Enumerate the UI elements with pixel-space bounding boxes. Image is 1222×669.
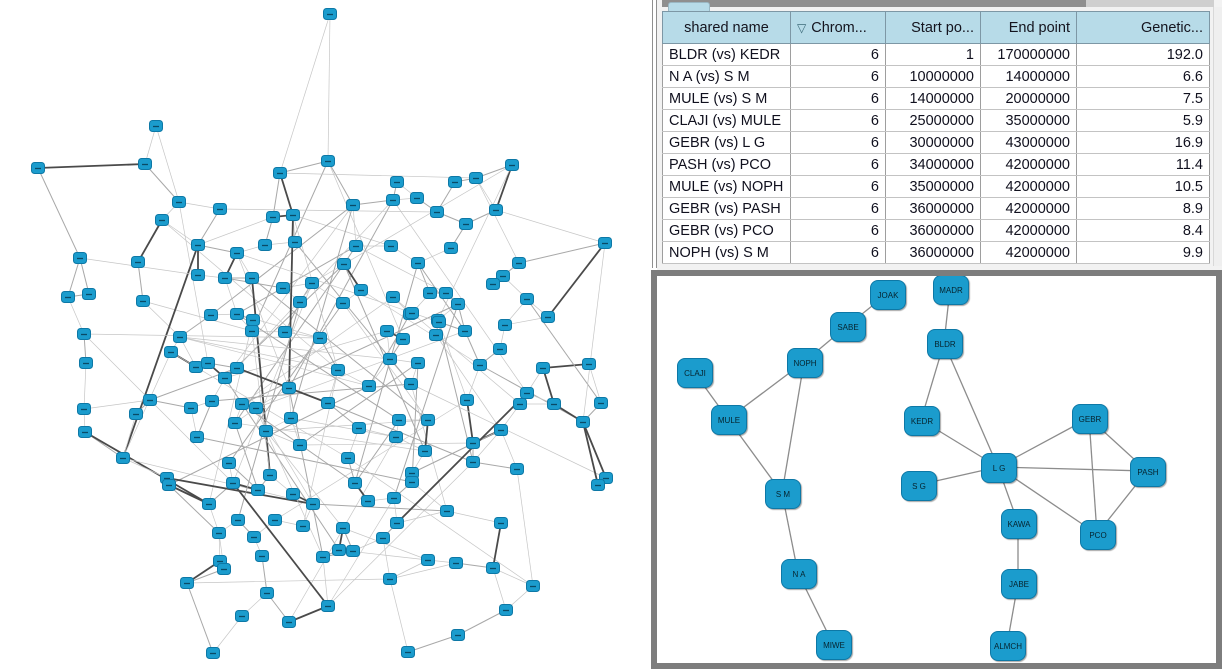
subnet-node-almch[interactable]: ALMCH [990,631,1026,661]
cell-value[interactable]: 1 [886,44,981,66]
network-edge [527,299,601,403]
cell-value[interactable]: 8.4 [1077,220,1210,242]
cell-value[interactable]: 170000000 [981,44,1077,66]
table-header-row [663,12,1210,44]
subnet-node-n-a[interactable]: N A [781,559,817,589]
cell-value[interactable]: 6 [791,88,886,110]
network-edge [496,210,605,243]
cell-value[interactable]: 34000000 [886,154,981,176]
cell-shared-name[interactable]: PASH (vs) PCO [663,154,791,176]
network-edge [397,393,527,523]
cell-value[interactable]: 5.9 [1077,110,1210,132]
column-header-2[interactable] [886,12,981,44]
network-edge [411,384,606,478]
subnet-node-kawa[interactable]: KAWA [1001,509,1037,539]
network-edge [123,414,136,458]
subnet-node-kedr[interactable]: KEDR [904,406,940,436]
subnet-node-mule[interactable]: MULE [711,405,747,435]
network-edge [280,173,293,215]
cell-shared-name[interactable]: MULE (vs) NOPH [663,176,791,198]
network-edge [38,164,145,168]
cell-shared-name[interactable]: GEBR (vs) PCO [663,220,791,242]
network-edge [496,165,512,210]
cell-value[interactable]: 6 [791,220,886,242]
network-edge [187,579,390,583]
column-header-label: shared name [684,19,769,36]
subnet-node-pco[interactable]: PCO [1080,520,1116,550]
cell-value[interactable]: 36000000 [886,220,981,242]
table-row[interactable] [663,176,1210,198]
network-edge [138,220,162,262]
cell-value[interactable]: 6 [791,154,886,176]
cell-value[interactable]: 16.9 [1077,132,1210,154]
network-edge [583,243,605,422]
cell-value[interactable]: 6 [791,242,886,264]
edge-table-panel [657,0,1222,270]
cell-value[interactable]: 9.9 [1077,242,1210,264]
network-edge [493,568,506,610]
cell-value[interactable]: 6 [791,66,886,88]
cell-value[interactable]: 42000000 [981,198,1077,220]
column-header-label: Genetic... [1140,19,1203,36]
cell-value[interactable]: 30000000 [886,132,981,154]
network-edge [156,126,179,202]
cell-value[interactable]: 6 [791,110,886,132]
cell-shared-name[interactable]: MULE (vs) S M [663,88,791,110]
network-edge [84,363,86,409]
cell-shared-name[interactable]: GEBR (vs) PASH [663,198,791,220]
subnet-node-l-g[interactable]: L G [981,453,1017,483]
cell-value[interactable]: 14000000 [886,88,981,110]
subnet-node-miwe[interactable]: MIWE [816,630,852,660]
table-v-scrollbar[interactable] [1213,7,1222,266]
cell-value[interactable]: 35000000 [886,176,981,198]
subnet-edge [998,467,1147,471]
column-header-1[interactable] [791,12,886,44]
network-edge [408,635,458,652]
cell-value[interactable]: 25000000 [886,110,981,132]
subnet-node-madr[interactable]: MADR [933,276,969,305]
cell-value[interactable]: 36000000 [886,242,981,264]
network-edge [467,400,473,443]
column-header-label: Start po... [911,19,974,36]
table-h-scrollbar[interactable] [662,0,1214,7]
table-row[interactable] [663,66,1210,88]
network-edge [517,469,533,586]
cell-value[interactable]: 6 [791,198,886,220]
subnet-edge [944,343,998,467]
cell-shared-name[interactable]: NOPH (vs) S M [663,242,791,264]
cell-value[interactable]: 42000000 [981,220,1077,242]
cell-value[interactable]: 36000000 [886,198,981,220]
filter-icon[interactable]: ▽ [797,20,807,35]
cell-value[interactable]: 11.4 [1077,154,1210,176]
cell-value[interactable]: 10000000 [886,66,981,88]
cell-shared-name[interactable]: N A (vs) S M [663,66,791,88]
table-row[interactable] [663,154,1210,176]
cell-value[interactable]: 8.9 [1077,198,1210,220]
cell-value[interactable]: 35000000 [981,110,1077,132]
network-edge [38,168,80,258]
column-header-0[interactable] [663,12,791,44]
column-header-label: Chrom... [811,19,867,36]
cell-value[interactable]: 43000000 [981,132,1077,154]
cell-value[interactable]: 7.5 [1077,88,1210,110]
cell-value[interactable]: 6 [791,176,886,198]
network-edge [85,432,209,504]
table-row[interactable] [663,88,1210,110]
cell-shared-name[interactable]: CLAJI (vs) MULE [663,110,791,132]
table-row[interactable] [663,110,1210,132]
subnet-node-sabe[interactable]: SABE [830,312,866,342]
network-edge [328,161,353,205]
column-header-3[interactable] [981,12,1077,44]
subnet-edge [782,362,804,493]
column-header-4[interactable] [1077,12,1210,44]
subnet-edge [1089,418,1097,534]
subnet-node-pash[interactable]: PASH [1130,457,1166,487]
network-edge [447,511,501,523]
subnet-node-noph[interactable]: NOPH [787,348,823,378]
cell-value[interactable]: 42000000 [981,176,1077,198]
edge-attribute-table [662,11,1210,264]
cell-value[interactable]: 6 [791,44,886,66]
network-edge [390,579,408,652]
network-edge [476,178,519,263]
h-scrollbar-thumb[interactable] [662,0,1086,7]
cell-value[interactable]: 10.5 [1077,176,1210,198]
network-edge [273,173,280,217]
network-edge [220,209,437,212]
network-edge [323,557,328,606]
network-edge [123,245,198,458]
cell-value[interactable]: 6.6 [1077,66,1210,88]
subnetwork-panel-frame [651,270,1222,669]
subnet-node-joak[interactable]: JOAK [870,280,906,310]
subnetwork-view[interactable] [657,276,1216,663]
cell-value[interactable]: 42000000 [981,154,1077,176]
subnet-node-claji[interactable]: CLAJI [677,358,713,388]
network-edge [356,246,446,293]
network-edge [280,173,476,178]
network-edge [280,161,328,173]
column-header-label: End point [1008,19,1070,36]
network-edge [291,418,396,437]
subnet-node-jabe[interactable]: JABE [1001,569,1037,599]
cell-value[interactable]: 192.0 [1077,44,1210,66]
cell-shared-name[interactable]: GEBR (vs) L G [663,132,791,154]
cell-value[interactable]: 42000000 [981,242,1077,264]
network-edge [328,14,330,161]
cell-shared-name[interactable]: BLDR (vs) KEDR [663,44,791,66]
table-row[interactable] [663,132,1210,154]
cell-value[interactable]: 14000000 [981,66,1077,88]
subnet-node-bldr[interactable]: BLDR [927,329,963,359]
table-row[interactable] [663,220,1210,242]
network-edge [256,331,465,408]
subnet-node-s-g[interactable]: S G [901,471,937,501]
cell-value[interactable]: 20000000 [981,88,1077,110]
subnet-node-gebr[interactable]: GEBR [1072,404,1108,434]
subnet-node-s-m[interactable]: S M [765,479,801,509]
network-edge [458,610,506,635]
table-row[interactable] [663,242,1210,264]
table-row[interactable] [663,44,1210,66]
network-edge [280,14,330,173]
cell-value[interactable]: 6 [791,132,886,154]
network-edge [187,583,213,653]
table-row[interactable] [663,198,1210,220]
